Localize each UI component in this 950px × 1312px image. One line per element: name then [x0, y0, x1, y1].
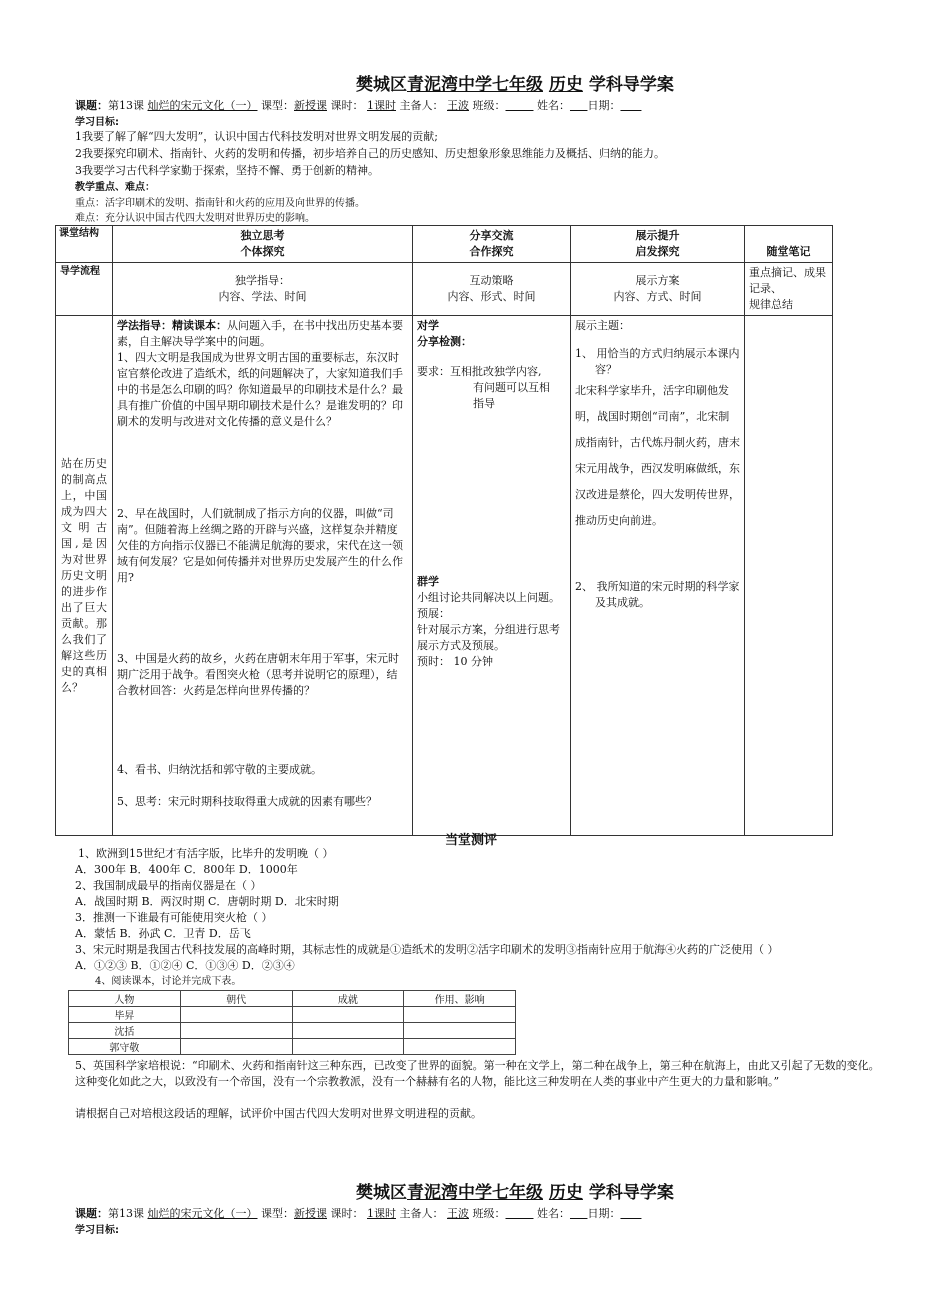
flow-cell: [56, 263, 113, 316]
method-label: 学法指导：精读课本：: [117, 319, 227, 332]
sub-col2: [413, 263, 571, 316]
hours-label: 课时：: [330, 99, 364, 112]
question-3: 3、中国是火药的故乡，火药在唐朝末年用于军事，宋元时期广泛用于战争。看图突火枪（思考并说明它的原理），结合教材回答：火药是怎样向世界传播的？: [117, 652, 399, 697]
blank-cell: [292, 1039, 404, 1055]
objectives-label: 学习目标:: [75, 117, 119, 128]
table-row: [69, 1039, 516, 1055]
question-2: 2、早在战国时，人们就制成了指示方向的仪器，叫做“司南”。但随着海上丝绸之路的开辟与兴盛，这样复杂并精度欠佳的方向指示仪器已不能满足航海的要求，宋代在这一领域有何发展？它是如何传播并对世界历史发展产生的什么作用?: [117, 507, 403, 584]
scientist-table: [68, 990, 516, 1055]
show-item-2: 2、 我所知道的宋元时期的科学家及其成就。: [575, 580, 740, 609]
page2-objectives-label: 学习目标:: [75, 1225, 119, 1236]
eval-q5: 5、英国科学家培根说：“印刷术、火药和指南针这三种东西，已改变了世界的面貌。第一种在文学上，第二种在战争上，第三种在航海上，由此又引起了无数的变化。这种变化如此之大，以致没有一个帝国，没有一个宗教教派，没有一个赫赫有名的人物，能比这三种发明在人类的事业中产生更大的力量和影响。”: [75, 1059, 880, 1088]
row-person: 毕昇: [69, 1007, 181, 1023]
show-topic: 展示主题：: [575, 319, 630, 332]
evaluation-title: 当堂测评: [445, 833, 498, 848]
intro-cell: 站在历史的制高点上，中国成为四大文明古国,是因为对世界历史文明的进步作出了巨大贡献。那么我们了解这些历史的真相么？: [56, 316, 113, 836]
title-school: 青泥湾中学七年级: [407, 1183, 543, 1203]
blank-cell: [292, 1023, 404, 1039]
class-label: 班级：: [472, 1207, 506, 1220]
col-head-show: [571, 226, 745, 263]
eval-q1: 1、欧洲到15世纪才有活字版，比毕升的发明晚（ ）: [78, 847, 334, 860]
show-item-1: 1、 用恰当的方式归纳展示本课内容？: [575, 347, 740, 376]
eval-q4: 3、宋元时期是我国古代科技发展的高峰时期，其标志性的成就是①造纸术的发明②活字印刷术的发明③指南针应用于航海④火药的广泛使用（ ）: [75, 943, 779, 956]
requirement-line1: 要求：互相批改独学内容,: [417, 365, 542, 378]
name-label: 姓名：: [536, 1207, 570, 1220]
independent-cell: [113, 316, 413, 836]
blank-cell: [292, 1007, 404, 1023]
topic-label: 课题：: [75, 99, 108, 112]
th-dynasty: 朝代: [180, 991, 292, 1007]
eval-table-intro: 4、阅读课本，讨论并完成下表。: [95, 976, 242, 987]
col3-head-line1: 展示提升: [635, 229, 680, 242]
eval-q5-task: 请根据自己对培根这段话的理解，试评价中国古代四大发明对世界文明进程的贡献。: [75, 1107, 482, 1120]
question-1: 1、四大文明是我国成为世界文明古国的重要标志，东汉时宦官蔡伦改进了造纸术，纸的问题解决了，大家知道我们手中的书是怎么印刷的吗？你知道最早的印刷技术是什么？最具有推广价值的中国早期印刷技术是什么？是谁发明的？印刷术的发明与改进对文化传播的意义是什么？: [117, 351, 403, 428]
corner-bottom: 导学流程: [60, 266, 100, 277]
requirement-line3: 指导: [473, 397, 495, 410]
row-person: 郭守敬: [69, 1039, 181, 1055]
eval-q1-options: A．300年 B．400年 C．800年 D．1000年: [75, 863, 298, 876]
table-row: [69, 1023, 516, 1039]
eval-q2-options: A．战国时期 B．两汉时期 C．唐朝时期 D．北宋时期: [75, 895, 339, 908]
keypoints-label: 教学重点、难点：: [75, 182, 155, 193]
group-block: [417, 574, 566, 670]
hours-value: 1课时: [367, 99, 396, 112]
title-prefix: 樊城区: [356, 75, 407, 95]
corner-cell: [56, 226, 113, 263]
check-label: 分享检测：: [417, 335, 472, 348]
type-label: 课型：: [261, 1207, 294, 1220]
date-label: 日期：: [587, 1207, 621, 1220]
class-label: 班级：: [472, 99, 506, 112]
preparer-label: 主备人：: [399, 1207, 444, 1220]
subheader-row: [56, 263, 833, 316]
sub-col2-line1: 互动策略: [469, 274, 514, 287]
col2-head-line2: 合作探究: [469, 245, 514, 258]
sub-col3: [571, 263, 745, 316]
eval-q3-options: A．蒙恬 B．孙武 C．卫青 D．岳飞: [75, 927, 251, 940]
th-achievement: 成就: [292, 991, 404, 1007]
header-row: [56, 226, 833, 263]
eval-q4-options: A．①②③ B．①②④ C．①③④ D．②③④: [75, 959, 295, 972]
col4-head: 随堂笔记: [766, 245, 811, 258]
show-summary: 北宋科学家毕升，活字印刷他发明，战国时期创“司南”，北宋制成指南针，古代炼丹制火药，唐末宋元用战争，西汉发明麻做纸，东汉改进是蔡伦，四大发明传世界，推动历史向前进。: [575, 384, 740, 527]
content-row: [56, 316, 833, 836]
blank-cell: [404, 1039, 516, 1055]
col-head-notes: [745, 226, 833, 263]
time-text: 预时： 10 分钟: [417, 655, 493, 668]
lesson-number: 第13课: [108, 99, 144, 112]
sub-col1: [113, 263, 413, 316]
guide-table: [55, 225, 833, 836]
th-person: 人物: [69, 991, 181, 1007]
method-guide: [117, 318, 408, 350]
preview-label: 预展：: [417, 607, 450, 620]
lesson-title: 灿烂的宋元文化（一）: [147, 1207, 258, 1220]
group-label: 群学: [417, 575, 439, 588]
blank-cell: [180, 1007, 292, 1023]
lesson-title: 灿烂的宋元文化（一）: [147, 99, 258, 112]
sub-col2-line2: 内容、形式、时间: [447, 290, 536, 303]
topic-label: 课题：: [75, 1207, 108, 1220]
key-point: 重点：活字印刷术的发明、指南针和火药的应用及向世界的传播。: [75, 198, 365, 209]
date-label: 日期：: [587, 99, 621, 112]
corner-top: 课堂结构: [59, 228, 99, 239]
lesson-info-line: [75, 97, 641, 113]
row-person: 沈括: [69, 1023, 181, 1039]
show-cell: [571, 316, 745, 836]
preview-text: 针对展示方案，分组进行思考展示方式及预展。: [417, 623, 560, 652]
title-subject: 历史: [548, 1183, 583, 1203]
blank-cell: [404, 1023, 516, 1039]
type-value: 新授课: [294, 1207, 327, 1220]
blank-cell: [180, 1023, 292, 1039]
preparer-value: 王波: [447, 99, 469, 112]
sub-col4: [745, 263, 833, 316]
page-title: [356, 70, 674, 95]
title-prefix: 樊城区: [356, 1183, 407, 1203]
pair-label: 对学: [417, 319, 439, 332]
objective-3: 3我要学习古代科学家勤于探索，坚持不懈、勇于创新的精神。: [75, 164, 379, 177]
requirement-line2: 有问题可以互相: [473, 381, 550, 394]
page2-title: [356, 1178, 674, 1203]
table-row: [69, 1007, 516, 1023]
col2-head-line1: 分享交流: [469, 229, 514, 242]
question-4: 4、看书、归纳沈括和郭守敬的主要成就。: [117, 763, 322, 776]
lesson-number: 第13课: [108, 1207, 144, 1220]
col-head-share: [413, 226, 571, 263]
preparer-value: 王波: [447, 1207, 469, 1220]
objective-1: 1我要了解了解“四大发明”，认识中国古代科技发明对世界文明发展的贡献;: [75, 130, 438, 143]
title-suffix: 学科导学案: [588, 75, 674, 95]
question-5: 5、思考：宋元时期科技取得重大成就的因素有哪些？: [117, 795, 377, 808]
objective-2: 2我要探究印刷术、指南针、火药的发明和传播，初步培养自己的历史感知、历史想象形象思维能力及概括、归纳的能力。: [75, 147, 665, 160]
share-cell: [413, 316, 571, 836]
th-influence: 作用、影响: [404, 991, 516, 1007]
title-school: 青泥湾中学七年级: [407, 75, 543, 95]
eval-q3: 3．推测一下谁最有可能使用突火枪（ ）: [75, 911, 273, 924]
preparer-label: 主备人：: [399, 99, 444, 112]
sub-col1-line1: 独学指导：: [235, 274, 290, 287]
col-head-independent: [113, 226, 413, 263]
hours-value: 1课时: [367, 1207, 396, 1220]
type-label: 课型：: [261, 99, 294, 112]
hours-label: 课时：: [330, 1207, 364, 1220]
title-subject: 历史: [548, 75, 583, 95]
sub-col4-line1: 重点摘记、成果记录、: [749, 266, 826, 295]
blank-cell: [180, 1039, 292, 1055]
sub-col3-line1: 展示方案: [635, 274, 680, 287]
blank-cell: [404, 1007, 516, 1023]
notes-cell: [745, 316, 833, 836]
col3-head-line2: 启发探究: [635, 245, 680, 258]
sub-col3-line2: 内容、方式、时间: [613, 290, 702, 303]
scientist-table-header: [69, 991, 516, 1007]
method-text: 从问题入手，在书中找出历史基本要素，自主解决导学案中的问题。: [117, 319, 403, 348]
sub-col1-line2: 内容、学法、时间: [218, 290, 307, 303]
name-label: 姓名：: [536, 99, 570, 112]
sub-col4-line2: 规律总结: [749, 298, 793, 311]
eval-q2: 2、我国制成最早的指南仪器是在（ ）: [75, 879, 262, 892]
col1-head-line2: 个体探究: [240, 245, 285, 258]
group-text: 小组讨论共同解决以上问题。: [417, 591, 560, 604]
title-suffix: 学科导学案: [588, 1183, 674, 1203]
difficulty: 难点：充分认识中国古代四大发明对世界历史的影响。: [75, 213, 315, 224]
type-value: 新授课: [294, 99, 327, 112]
page2-lesson-info-line: [75, 1205, 641, 1221]
col1-head-line1: 独立思考: [240, 229, 285, 242]
